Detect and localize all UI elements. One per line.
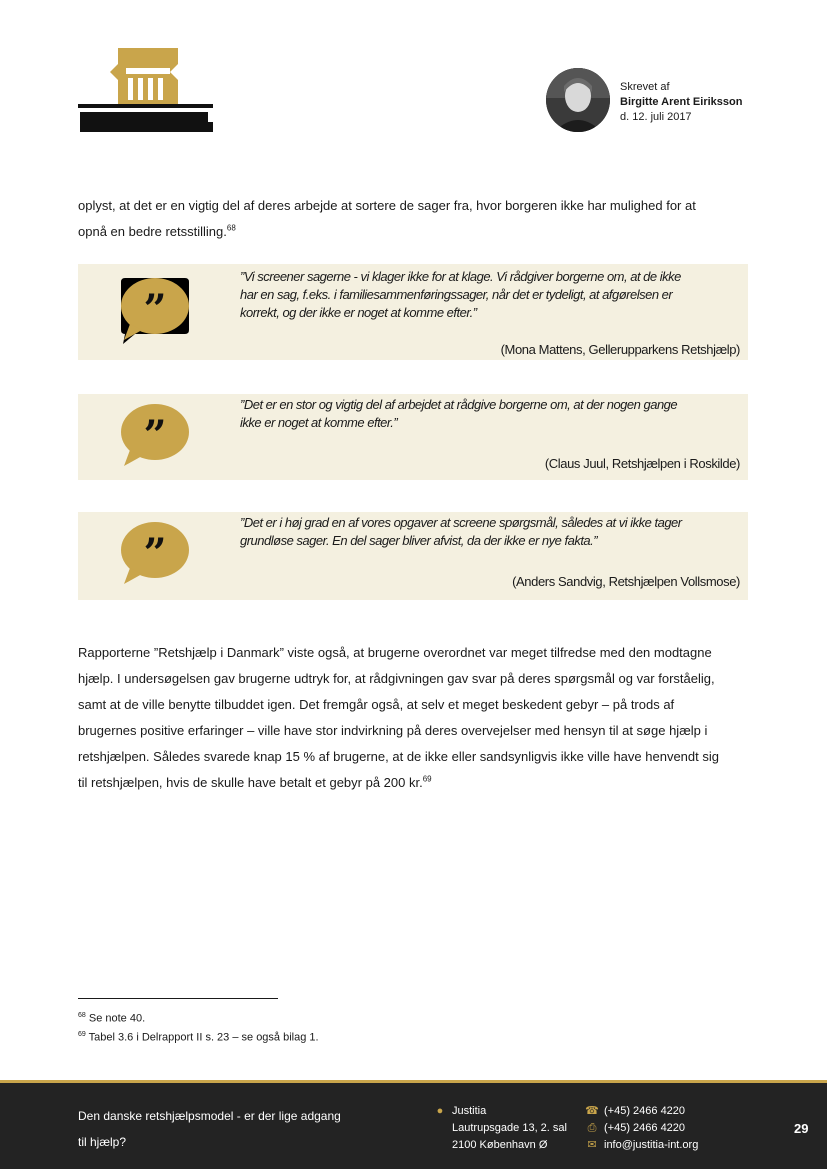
main-paragraph	[78, 640, 748, 796]
footnote-divider	[78, 998, 278, 999]
footnotes	[78, 1008, 319, 1045]
quote-text	[240, 268, 740, 322]
quote-attribution: (Claus Juul, Retshjælpen i Roskilde)	[544, 456, 740, 471]
footer-contact	[585, 1103, 698, 1154]
footer-address: ● Justitia Lautrupsgade 13, 2. sal 2100 København Ø	[433, 1103, 567, 1154]
quote-line: ”Det er i høj grad en af vores opgaver at screene spørgsmål, således at vi ikke tager	[240, 515, 682, 530]
quote-attribution: (Mona Mattens, Gellerupparkens Retshjælp)	[500, 342, 740, 357]
quote-line: ”Det er en stor og vigtig del af arbejdet at rådgive borgerne om, at der nogen gange	[240, 397, 678, 412]
paragraph-line: retshjælpen. Således svarede knap 15 % af brugerne, at de ikke eller sandsynligvis ikke ville have henvendt sig	[78, 749, 719, 764]
footnote: $^{69}$ Tabel 3.6 i Delrapport II s. 23 – se også bilag 1.	[78, 1030, 319, 1044]
phone-link[interactable]: (+45) 2466 4220	[604, 1105, 686, 1117]
building-logo-icon	[78, 46, 213, 136]
speech-bubble-icon	[118, 276, 190, 344]
email-link[interactable]: info@justitia-int.org	[604, 1139, 699, 1151]
page-number: 29	[794, 1121, 809, 1136]
quote-box	[78, 264, 748, 360]
quote-line: grundløse sager. En del sager bliver afvist, da der ikke er nye fakta.”	[240, 533, 598, 548]
footnote-ref[interactable]: 68	[226, 223, 236, 233]
page-footer	[0, 1080, 827, 1169]
quote-box	[78, 394, 748, 480]
author-photo	[546, 68, 610, 132]
quote-line: ikke er noget at komme efter.”	[240, 415, 398, 430]
fax-icon: ⎙	[587, 1122, 597, 1134]
author-label: Skrevet af	[620, 81, 670, 93]
footer-title: Den danske retshjælpsmodel - er der lige adgang til hjælp?	[78, 1109, 341, 1149]
quote-line: har en sag, f.eks. i familiesammenføringssager, når det er tydeligt, at afgørelsen er	[240, 287, 673, 302]
paragraph-line: opnå en bedre retsstilling.$^{68}$	[78, 223, 236, 239]
footnote: $^{68}$ Se note 40.	[78, 1012, 146, 1025]
paragraph-line: Rapporterne ”Retshjælp i Danmark” viste også, at brugerne overordnet var meget tilfredse med den modtagne	[78, 645, 712, 660]
author-name: Birgitte Arent Eiriksson	[620, 96, 743, 108]
paragraph-line: hjælp. I undersøgelsen gav brugerne udtryk for, at rådgivningen gav svar på deres spørgsmål og var forståelig,	[78, 671, 715, 686]
svg-text:”: ”	[143, 412, 167, 459]
svg-text:”: ”	[143, 530, 167, 577]
paragraph-line: oplyst, at det er en vigtig del af deres arbejde at sortere de sager fra, hvor borgeren ikke har mulighed for at	[78, 198, 696, 213]
paragraph-line: til retshjælpen, hvis de skulle have betalt et gebyr på 200 kr.$^{69}$	[78, 774, 432, 790]
justitia-logo	[78, 46, 213, 136]
quote-box	[78, 512, 748, 600]
quote-text	[240, 514, 740, 550]
portrait-icon	[546, 68, 610, 132]
email-icon: ✉	[587, 1139, 597, 1151]
quote-line: korrekt, og der ikke er noget at komme efter.”	[240, 305, 477, 320]
footnote-ref[interactable]: 69	[422, 774, 432, 784]
author-info	[620, 80, 742, 125]
location-pin-icon: ●	[436, 1105, 444, 1117]
phone-icon: ☎	[585, 1105, 599, 1117]
quote-text	[240, 396, 740, 432]
quote-attribution: (Anders Sandvig, Retshjælpen Vollsmose)	[512, 574, 740, 589]
fax-number: (+45) 2466 4220	[604, 1122, 686, 1134]
paragraph-line: samt at de ville benytte tilbuddet igen. Det fremgår også, at selv et meget beskedent gebyr – på trods af	[78, 697, 675, 712]
paragraph-line: brugernes positive erfaringer – ville have stor indvirkning på deres overvejelser med hensyn til at søge hjælp i	[78, 723, 708, 738]
author-date: d. 12. juli 2017	[620, 111, 692, 123]
quote-line: ”Vi screener sagerne - vi klager ikke for at klage. Vi rådgiver borgerne om, at de ikke	[240, 269, 681, 284]
intro-paragraph	[78, 193, 748, 245]
speech-bubble-icon	[118, 402, 190, 470]
speech-bubble-icon	[118, 520, 190, 588]
svg-text:”: ”	[143, 286, 167, 333]
